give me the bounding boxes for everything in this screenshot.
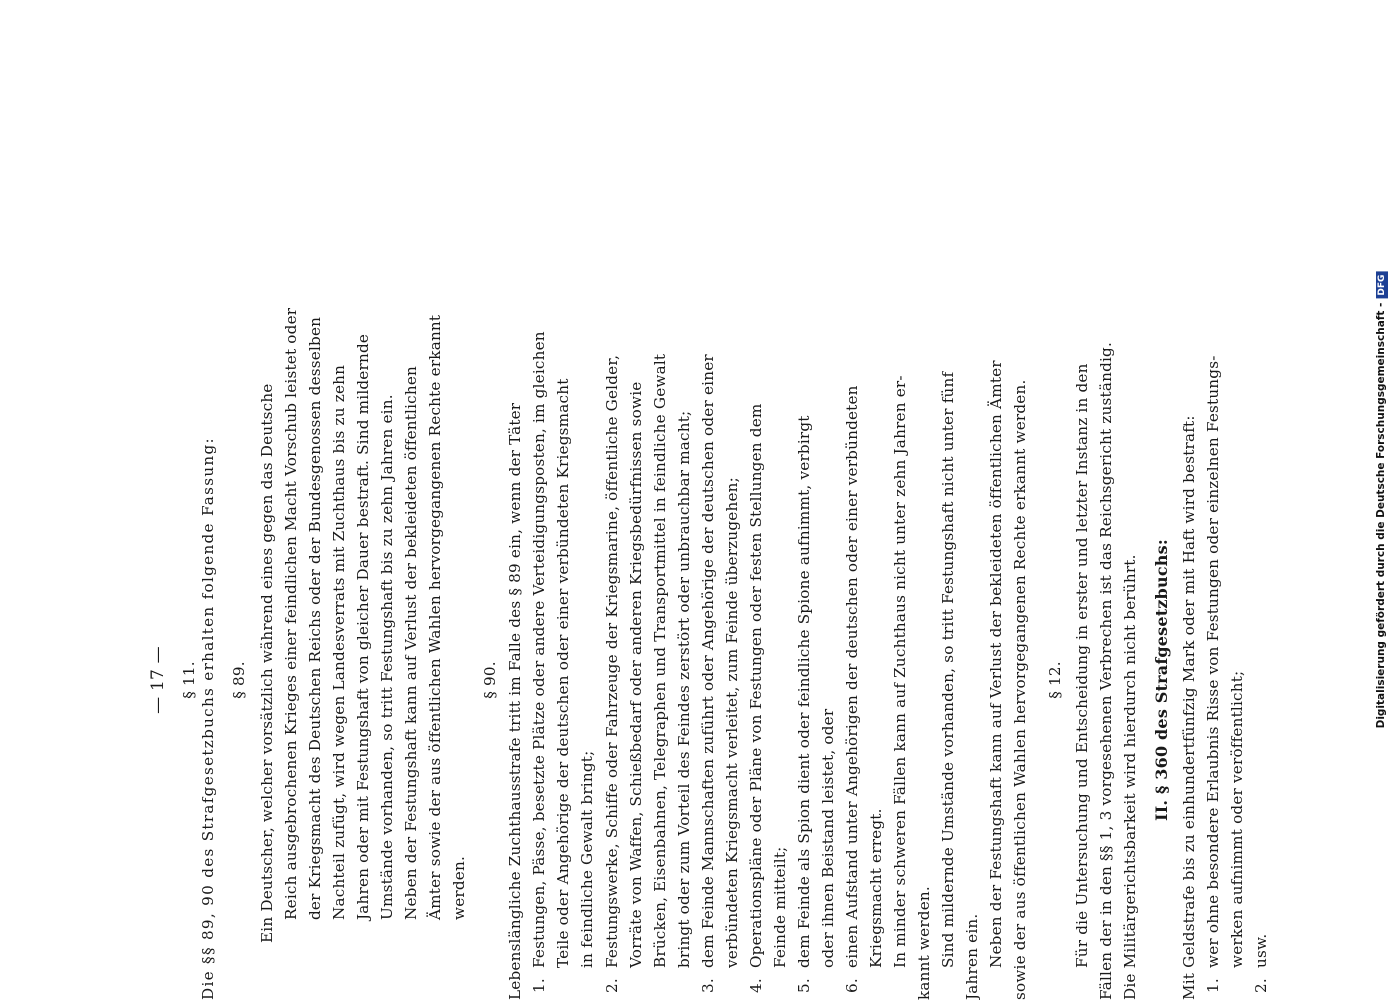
list-item-number: 3. [699,978,717,993]
section-89-line: der Kriegsmacht des Deutschen Reichs oder der Bundesgenossen desselben [306,316,324,920]
list-item-line: dem Feinde als Spion dient oder feindliche Spione aufnimmt, verbirgt [795,415,813,968]
list-item-line: Teile oder Angehörige der deutschen oder einer verbündeten Kriegsmacht [554,378,572,968]
list-item-line: Vorräte von Waffen, Schießbedarf oder anderen Kriegsbedürfnissen sowie [627,381,645,968]
section-90-after-line: Neben der Festungshaft kann auf Verlust der bekleideten öffentlichen Ämter [987,360,1005,968]
list-item-line: oder ihnen Beistand leistet, oder [819,708,837,968]
section-90-heading: § 90. [481,661,499,699]
page-number: — 17 — [148,646,168,714]
section-89-line: Ämter sowie der aus öffentlichen Wahlen hervorgegangenen Rechte erkannt [426,314,444,920]
list-item-number: 6. [843,978,861,993]
section-90-after-line: In minder schweren Fällen kann auf Zuchthaus nicht unter zehn Jahren er- [891,375,909,968]
section-89-line: Ein Deutscher, welcher vorsätzlich während eines gegen das Deutsche [258,383,276,943]
part-2-intro: Mit Geldstrafe bis zu einhundertfünfzig Mark oder mit Haft wird bestraft: [1180,415,1198,1000]
section-90-after-line: sowie der aus öffentlichen Wahlen hervorgegangenen Rechte erkannt werden. [1011,379,1029,1000]
list-item-line: Feinde mitteilt; [771,846,789,968]
list-item-line: Kriegsmacht erregt. [867,808,885,968]
section-89-line: Jahren oder mit Festungshaft von gleicher Dauer bestraft. Sind mildernde [354,333,372,920]
list-item-line: wer ohne besondere Erlaubnis Risse von Festungen oder einzelnen Festungs- [1204,355,1222,968]
list-item-line: bringt oder zum Vorteil des Feindes zerstört oder unbrauchbar macht; [675,410,693,968]
part-2-heading: II. § 360 des Strafgesetzbuchs: [1152,539,1171,821]
section-89-line: werden. [450,856,468,920]
list-item-line: Festungen, Pässe, besetzte Plätze oder andere Verteidigungsposten, im gleichen [530,331,548,968]
list-item-line: usw. [1252,933,1270,968]
list-item-number: 2. [1252,978,1270,993]
section-89-line: Nachteil zufügt, wird wegen Landesverrats mit Zuchthaus bis zu zehn [330,364,348,920]
section-12-line: Fällen der in den §§ 1, 3 vorgesehenen Verbrechen ist das Reichsgericht zuständig. [1097,341,1115,1000]
section-12-heading: § 12. [1046,661,1064,699]
section-90-after-line: Sind mildernde Umstände vorhanden, so tritt Festungshaft nicht unter fünf [939,371,957,968]
section-89-heading: § 89. [230,661,248,699]
rotated-page-content [148,307,1270,1000]
section-89-line: Neben der Festungshaft kann auf Verlust der bekleideten öffentlichen [402,365,420,920]
list-item-line: in feindliche Gewalt bringt; [578,750,596,968]
section-12-line: Für die Untersuchung und Entscheidung in erster und letzter Instanz in den [1073,363,1091,968]
list-item-line: dem Feinde Mannschaften zuführt oder Angehörige der deutschen oder einer [699,354,717,968]
dfg-logo: DFG [1376,272,1388,299]
list-item-line: werken aufnimmt oder veröffentlicht; [1228,670,1246,968]
section-89-line: Reich ausgebrochenen Krieges einer feindlichen Macht Vorschub leistet oder [282,307,300,920]
list-item-number: 1. [530,978,548,993]
list-item-number: 5. [795,978,813,993]
digitization-credit [1375,272,1388,729]
section-12-line: Die Militärgerichtsbarkeit wird hierdurch nicht berührt. [1121,554,1139,1000]
list-item-number: 2. [603,978,621,993]
list-item-line: verbündeten Kriegsmacht verleitet, zum Feinde überzugehen; [723,477,741,968]
credit-text: Digitalisierung gefördert durch die Deutsche Forschungsgemeinschaft - [1375,302,1387,729]
list-item-line: einen Aufstand unter Angehörigen der deutschen oder einer verbündeten [843,385,861,968]
section-90-intro: Lebenslängliche Zuchthausstrafe tritt im Falle des § 89 ein, wenn der Täter [506,402,524,1000]
list-item-number: 4. [747,978,765,993]
section-90-after-line: Jahren ein. [963,913,981,1000]
list-item-line: Operationspläne oder Pläne von Festungen oder festen Stellungen dem [747,403,765,968]
section-11-heading: § 11. [180,661,198,699]
section-89-line: Umstände vorhanden, so tritt Festungshaft bis zu zehn Jahren ein. [378,394,396,920]
section-90-after-line: kannt werden. [915,886,933,1000]
list-item-line: Brücken, Eisenbahnen, Telegraphen und Transportmittel in feindliche Gewalt [651,353,669,968]
list-item-number: 1. [1204,978,1222,993]
list-item-line: Festungswerke, Schiffe oder Fahrzeuge der Kriegsmarine, öffentliche Gelder, [603,354,621,968]
section-11-intro: Die §§ 89, 90 des Strafgesetzbuchs erhalten folgende Fassung: [199,437,217,1000]
